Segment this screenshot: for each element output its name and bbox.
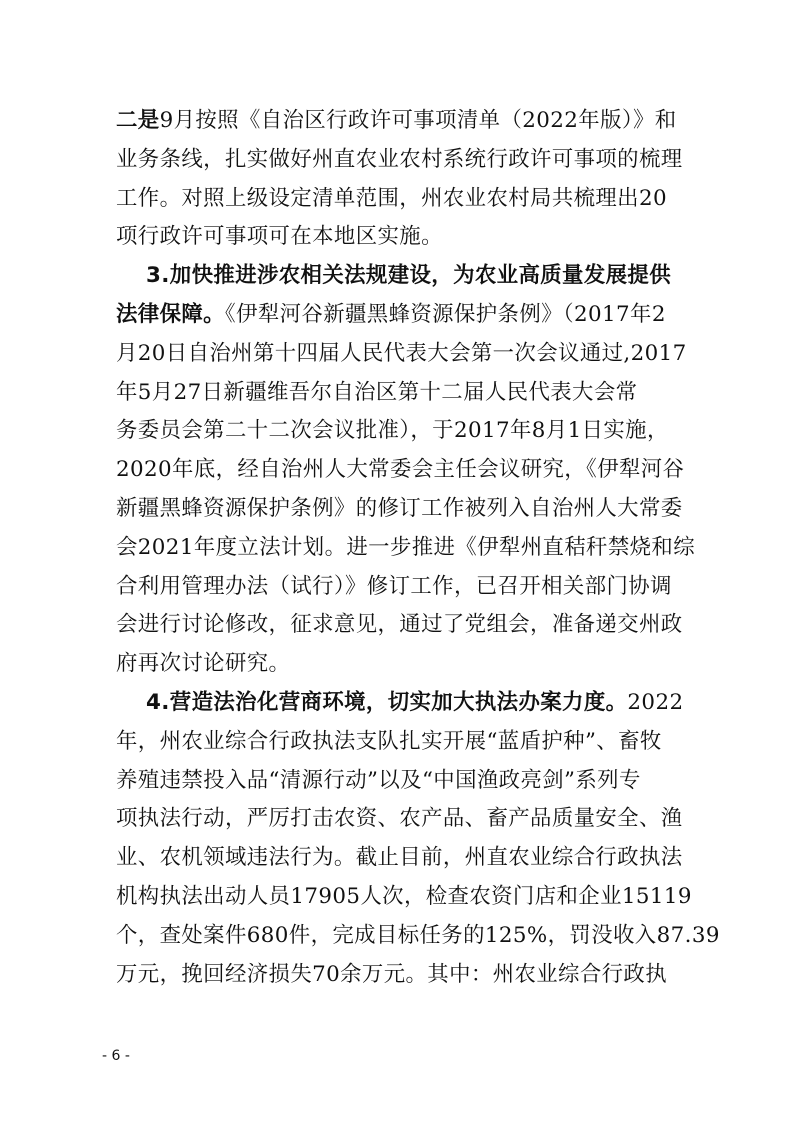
paragraph-line (116, 762, 664, 801)
paragraph-line (116, 800, 683, 839)
paragraph-line (116, 180, 667, 219)
paragraph-line (116, 296, 664, 335)
document-body (116, 102, 720, 994)
body-text: 工作。对照上级设定清单范围，州农业农村局共梳理出20 (116, 185, 667, 211)
body-text: 合利用管理办法（试行）》修订工作，已召开相关部门协调 (116, 573, 672, 599)
paragraph-line (116, 490, 683, 529)
body-text: 年，州农业综合行政执法支队扎实开展“蓝盾护种”、畜牧 (116, 728, 662, 754)
paragraph-line (116, 141, 683, 180)
body-text: 2022 (627, 689, 684, 715)
bold-lead: 二是 (116, 108, 160, 133)
body-text: 会进行讨论修改，征求意见，通过了党组会，准备递交州政 (116, 612, 683, 638)
body-text: 2020年底，经自治州人大常委会主任会议研究，《伊犁河谷 (116, 457, 685, 483)
section-heading-4: 4.营造法治化营商环境，切实加大执法办案力度。 (146, 689, 628, 715)
paragraph-line (116, 529, 696, 568)
body-text: 项执法行动，严厉打击农资、农产品、畜产品质量安全、渔 (116, 806, 683, 832)
paragraph-line (116, 374, 664, 413)
body-text: 9月按照《自治区行政许可事项清单（2022年版）》和 (159, 108, 677, 133)
paragraph-line (116, 606, 683, 645)
section-heading-line (116, 257, 671, 296)
paragraph-line (116, 218, 664, 257)
body-text: 业务条线，扎实做好州直农业农村系统行政许可事项的梳理 (116, 146, 683, 172)
paragraph-line (116, 645, 664, 684)
body-text: 养殖违禁投入品“清源行动”以及“中国渔政亮剑”系列专 (116, 767, 641, 793)
body-text: 月20日自治州第十四届人民代表大会第一次会议通过,2017 (116, 340, 687, 366)
section-heading-3: 3.加快推进涉农相关法规建设，为农业高质量发展提供 (146, 263, 671, 289)
paragraph-line (116, 878, 692, 917)
body-text: 项行政许可事项可在本地区实施。 (116, 224, 443, 250)
paragraph-line (116, 412, 669, 451)
paragraph-line (116, 956, 667, 995)
body-text: 府再次讨论研究。 (116, 651, 291, 677)
section-heading-line (116, 684, 684, 723)
paragraph-line (116, 102, 677, 141)
page-number: - 6 - (102, 1048, 130, 1064)
paragraph-line (116, 723, 664, 762)
body-text: 年5月27日新疆维吾尔自治区第十二届人民代表大会常 (116, 379, 638, 405)
body-text: 个，查处案件680件，完成目标任务的125%，罚没收入87.39 (116, 922, 720, 948)
paragraph-line (116, 335, 687, 374)
body-text: 万元，挽回经济损失70余万元。其中：州农业综合行政执 (116, 961, 667, 987)
section-heading-3-continued: 法律保障。 (116, 301, 225, 327)
body-text: 会2021年度立法计划。进一步推进《伊犁州直秸秆禁烧和综 (116, 534, 696, 560)
body-text: 新疆黑蜂资源保护条例》的修订工作被列入自治州人大常委 (116, 495, 683, 521)
paragraph-line (116, 451, 685, 490)
body-text: 《伊犁河谷新疆黑蜂资源保护条例》（2017年2 (224, 301, 666, 327)
body-text: 业、农机领域违法行为。截止目前，州直农业综合行政执法 (116, 845, 683, 871)
paragraph-line (116, 917, 720, 956)
body-text: 机构执法出动人员17905人次，检查农资门店和企业15119 (116, 883, 692, 909)
paragraph-line (116, 839, 683, 878)
paragraph-line (116, 568, 672, 607)
body-text: 务委员会第二十二次会议批准），于2017年8月1日实施， (116, 418, 669, 444)
